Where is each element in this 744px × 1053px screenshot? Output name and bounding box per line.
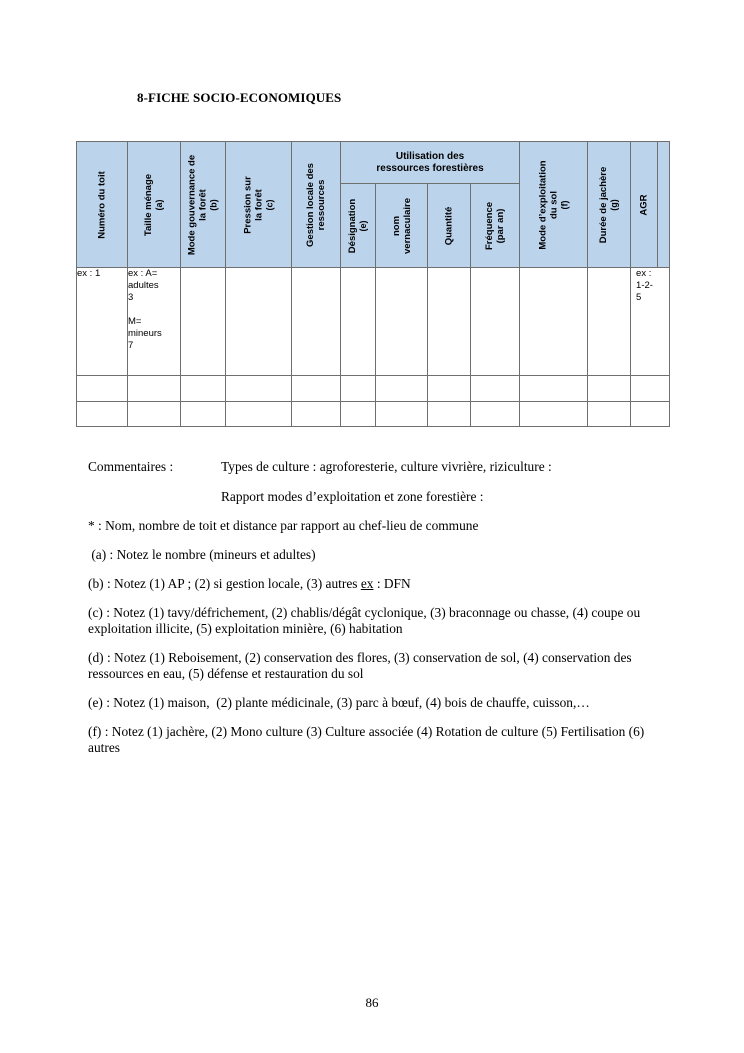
table-cell [376, 376, 428, 402]
header-blank-strip [658, 142, 670, 268]
header-agr: AGR [631, 142, 658, 268]
header-gestion-locale: Gestion locale des ressources [292, 142, 341, 268]
table-cell [471, 268, 520, 376]
note-a: (a) : Notez le nombre (mineurs et adultes) [88, 547, 316, 562]
header-mode-gouvernance: Mode gouvernance de la forêt (b) [181, 142, 226, 268]
note-d: (d) : Notez (1) Reboisement, (2) conservation des flores, (3) conservation de sol, (4) conservation des ressources en eau, (5) défense et restauration du sol [88, 650, 632, 681]
note-star: * : Nom, nombre de toit et distance par rapport au chef-lieu de commune [88, 518, 479, 533]
table-cell [588, 402, 631, 427]
table-cell [128, 402, 181, 427]
note-c: (c) : Notez (1) tavy/défrichement, (2) chablis/dégât cyclonique, (3) braconnage ou chasse, (4) coupe ou exploitation illicite, (5) exploitation minière, (6) habitation [88, 605, 641, 636]
cell-taille-example: ex : A= adultes 3 M= mineurs 7 [128, 268, 181, 376]
table-cell [226, 402, 292, 427]
notes-section [88, 459, 648, 756]
table-cell [341, 268, 376, 376]
cell-numero-example: ex : 1 [77, 268, 128, 376]
table-cell [471, 376, 520, 402]
table-cell [520, 268, 588, 376]
rapport-text: Rapport modes d’exploitation et zone forestière : [221, 489, 484, 504]
commentaires-label: Commentaires : [88, 459, 174, 474]
note-e: (e) : Notez (1) maison, (2) plante médicinale, (3) parc à bœuf, (4) bois de chauffe, cuisson,… [88, 695, 590, 710]
table-cell [428, 376, 471, 402]
table-cell [376, 402, 428, 427]
header-duree-jachere: Durée de jachère (g) [588, 142, 631, 268]
table-cell [471, 402, 520, 427]
table-cell [341, 402, 376, 427]
table-cell [588, 268, 631, 376]
header-utilisation-ressources: Utilisation des ressources forestières [341, 142, 520, 184]
table-cell [181, 268, 226, 376]
table-cell [428, 402, 471, 427]
note-b: (b) : Notez (1) AP ; (2) si gestion locale, (3) autres ex : DFN [88, 576, 411, 591]
header-designation: Désignation (e) [341, 184, 376, 268]
table-cell [341, 376, 376, 402]
table-row [77, 402, 670, 427]
table-cell [520, 376, 588, 402]
header-nom-vernaculaire: nom vernaculaire [376, 184, 428, 268]
table-cell [428, 268, 471, 376]
table-cell [128, 376, 181, 402]
header-pression-foret: Pression sur la forêt (c) [226, 142, 292, 268]
table-cell [77, 402, 128, 427]
types-culture-text: Types de culture : agroforesterie, culture vivrière, riziculture : [221, 459, 552, 474]
cell-agr-example: ex : 1-2- 5 [631, 268, 670, 376]
header-quantite: Quantité [428, 184, 471, 268]
header-numero-toit: Numéro du toit [77, 142, 128, 268]
header-mode-exploitation: Mode d’exploitation du sol (f) [520, 142, 588, 268]
table-cell [520, 402, 588, 427]
page-title: 8-FICHE SOCIO-ECONOMIQUES [137, 90, 342, 105]
table-cell [292, 402, 341, 427]
table-cell [226, 376, 292, 402]
commentaires-row [88, 459, 648, 475]
table-cell [181, 376, 226, 402]
header-taille-menage: Taille ménage (a) [128, 142, 181, 268]
note-f: (f) : Notez (1) jachère, (2) Mono culture (3) Culture associée (4) Rotation de culture (5) Fertilisation (6) autres [88, 724, 645, 755]
table-row [77, 268, 670, 376]
table-cell [376, 268, 428, 376]
table-cell [631, 376, 670, 402]
header-frequence: Fréquence (par an) [471, 184, 520, 268]
table-cell [292, 268, 341, 376]
table-cell [292, 376, 341, 402]
table-cell [77, 376, 128, 402]
page-number: 86 [365, 995, 379, 1010]
table-row [77, 376, 670, 402]
table-cell [631, 402, 670, 427]
table-cell [181, 402, 226, 427]
socio-economic-table [76, 141, 670, 427]
table-cell [588, 376, 631, 402]
table-cell [226, 268, 292, 376]
